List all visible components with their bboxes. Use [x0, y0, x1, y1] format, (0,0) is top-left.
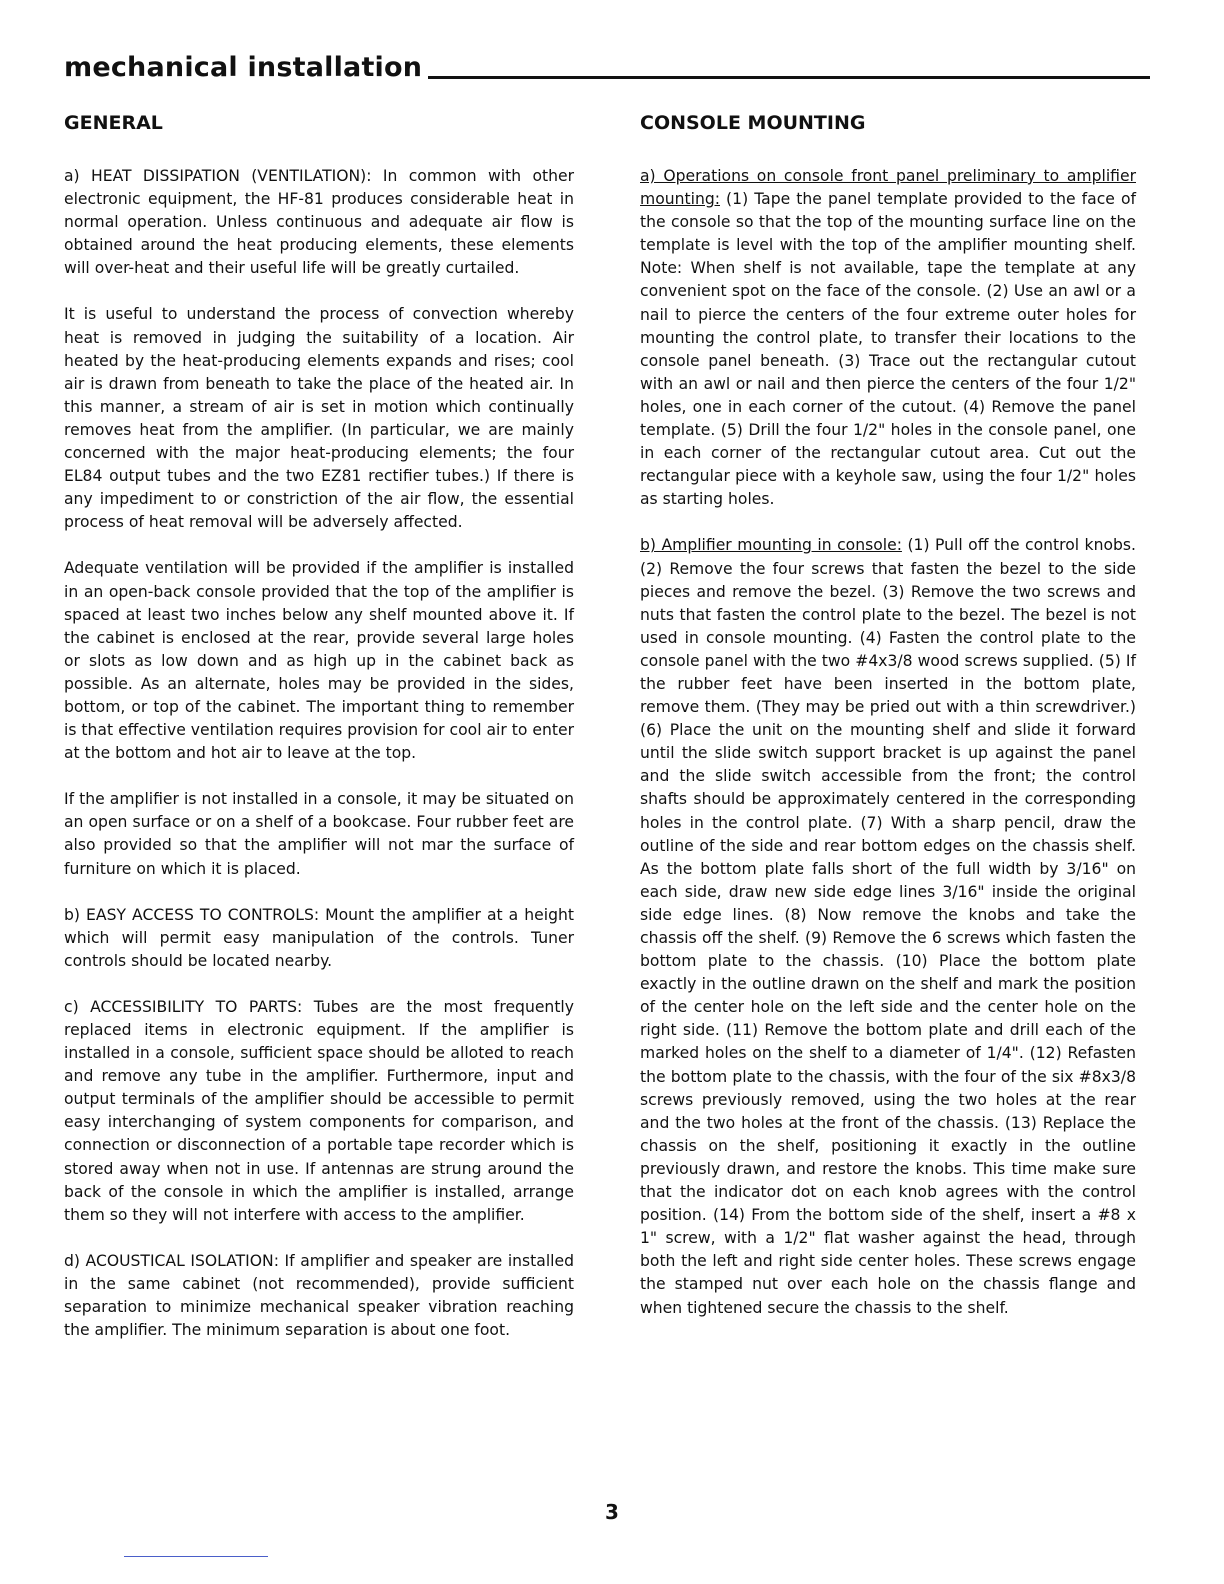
scan-artifact-line	[124, 1556, 268, 1557]
console-column	[640, 110, 1136, 1343]
general-column	[64, 110, 574, 1365]
page-number: 3	[605, 1500, 619, 1524]
console-paragraph-a-body: (1) Tape the panel template provided to the face of the console so that the top of the mounting surface line on the template is level with the top of the amplifier mounting shelf. Note: When shelf is not available, tape the template at any convenient spot on the face of the console. (2) Use an awl or a nail to pierce the centers of the four extreme outer holes for mounting the control plate, to transfer their locations to the console panel beneath. (3) Trace out the rectangular cutout with an awl or nail and then pierce the centers of the four 1/2" holes, one in each corner of the cutout. (4) Remove the panel template. (5) Drill the four 1/2" holes in the console panel, one in each corner of the rectangular cutout area. Cut out the rectangular piece with a keyhole saw, using the four 1/2" holes as starting holes.	[640, 190, 1136, 509]
console-paragraph-a	[640, 165, 1136, 511]
title-rule	[428, 76, 1150, 79]
general-paragraph: c) ACCESSIBILITY TO PARTS: Tubes are the most frequently replaced items in electronic equipment. If the amplifier is installed in a console, sufficient space should be alloted to reach and remove any tube in the amplifier. Furthermore, input and output terminals of the amplifier should be accessible to permit easy interchanging of system components for comparison, and connection or disconnection of a portable tape recorder which is stored away when not in use. If antennas are strung around the back of the console in which the amplifier is installed, arrange them so they will not interfere with access to the amplifier.	[64, 997, 574, 1224]
page-title: mechanical installation	[64, 52, 423, 83]
general-paragraph: a) HEAT DISSIPATION (VENTILATION): In common with other electronic equipment, the HF-81 produces considerable heat in normal operation. Unless continuous and adequate air flow is obtained around the heat producing elements, these elements will over-heat and their useful life will be greatly curtailed.	[64, 167, 574, 278]
general-paragraph: If the amplifier is not installed in a console, it may be situated on an open surface or on a shelf of a bookcase. Four rubber feet are also provided so that the amplifier will not mar the surface of furniture on which it is placed.	[64, 790, 574, 878]
console-paragraph-b	[640, 534, 1136, 1319]
console-heading: CONSOLE MOUNTING	[640, 112, 866, 134]
general-paragraph: It is useful to understand the process of convection whereby heat is removed in judging the suitability of a location. Air heated by the heat-producing elements expands and rises; cool air is drawn from beneath to take the place of the heated air. In this manner, a stream of air is set in motion which continually removes heat from the amplifier. (In particular, we are mainly concerned with the major heat-producing elements; the four EL84 output tubes and the two EZ81 rectifier tubes.) If there is any impediment to or constriction of the air flow, the essential process of heat removal will be adversely affected.	[64, 305, 574, 532]
console-paragraph-b-lead: b) Amplifier mounting in console:	[640, 536, 902, 555]
general-paragraph: b) EASY ACCESS TO CONTROLS: Mount the amplifier at a height which will permit easy manipulation of the controls. Tuner controls should be located nearby.	[64, 905, 574, 970]
console-paragraph-b-body: (1) Pull off the control knobs. (2) Remove the four screws that fasten the bezel to the side pieces and remove the bezel. (3) Remove the two screws and nuts that fasten the control plate to the bezel. The bezel is not used in console mounting. (4) Fasten the control plate to the console panel with the two #4x3/8 wood screws supplied. (5) If the rubber feet have been inserted in the bottom plate, remove them. (They may be pried out with a thin screwdriver.) (6) Place the unit on the mounting shelf and slide it forward until the slide switch support bracket is up against the panel and the slide switch accessible from the front; the control shafts should be approximately centered in the corresponding holes in the control plate. (7) With a sharp pencil, draw the outline of the side and rear bottom edges on the chassis shelf. As the bottom plate falls short of the full width by 3/16" on each side, draw new side edge lines 3/16" inside the original side edge lines. (8) Now remove the knobs and take the chassis off the shelf. (9) Remove the 6 screws which fasten the bottom plate to the chassis. (10) Place the bottom plate exactly in the outline drawn on the shelf and mark the position of the center hole on the left side and the center hole on the right side. (11) Remove the bottom plate and drill each of the marked holes on the shelf to a diameter of 1/4". (12) Refasten the bottom plate to the chassis, with the four of the six #8x3/8 screws previously removed, using the two holes at the rear and the two holes at the front of the chassis. (13) Replace the chassis on the shelf, positioning it exactly in the outline previously drawn, and restore the knobs. This time make sure that the indicator dot on each knob agrees with the control position. (14) From the bottom side of the shelf, insert a #8 x 1" screw, with a 1/2" flat washer against the head, through both the left and right side center holes. These screws engage the stamped nut over each hole on the chassis flange and when tightened secure the chassis to the shelf.	[640, 536, 1136, 1317]
console-paragraph-a-lead: a) Operations on console front panel preliminary to amplifier mounting:	[640, 167, 1136, 209]
general-paragraph: Adequate ventilation will be provided if the amplifier is installed in an open-back console provided that the top of the amplifier is spaced at least two inches below any shelf mounted above it. If the cabinet is enclosed at the rear, provide several large holes or slots as low down and as high up in the cabinet back as possible. As an alternate, holes may be provided in the sides, bottom, or top of the cabinet. The important thing to remember is that effective ventilation requires provision for cool air to enter at the bottom and hot air to leave at the top.	[64, 559, 574, 763]
title-row	[64, 52, 1150, 92]
general-heading: GENERAL	[64, 112, 163, 134]
general-paragraph: d) ACOUSTICAL ISOLATION: If amplifier and speaker are installed in the same cabinet (not recommended), provide sufficient separation to minimize mechanical speaker vibration reaching the amplifier. The minimum separation is about one foot.	[64, 1251, 574, 1340]
